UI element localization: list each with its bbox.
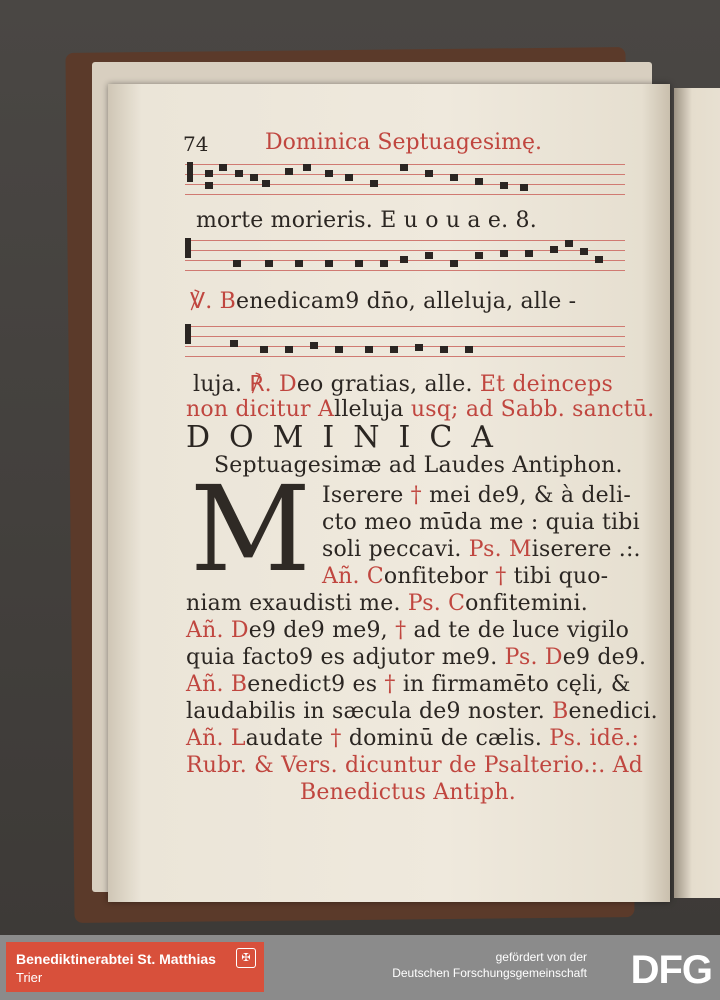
text-segment: Iserere: [322, 483, 411, 508]
facing-page: [674, 88, 720, 898]
text-segment: in firmamēto cęli, &: [402, 672, 631, 697]
text-segment: dominū de cælis.: [348, 726, 550, 751]
funding-line-2: Deutschen Forschungsgemeinschaft: [392, 966, 587, 980]
text-segment: audate: [245, 726, 331, 751]
body-line-4: [322, 564, 608, 589]
text-segment: morte morieris.: [196, 208, 381, 233]
body-line-8: [186, 672, 631, 697]
text-segment: tibi quo-: [513, 564, 609, 589]
running-head: Dominica Septuagesimę.: [265, 130, 543, 155]
text-segment: soli peccavi.: [322, 537, 469, 562]
institution-city: Trier: [16, 970, 43, 985]
section-subtitle: Septuagesimæ ad Laudes Antiphon.: [214, 453, 623, 478]
dfg-logo[interactable]: DFG: [630, 948, 712, 992]
text-segment: luja.: [193, 372, 250, 397]
body-line-3: [322, 537, 641, 562]
body-line-10: [186, 726, 639, 751]
text-segment: ℣.: [190, 289, 220, 314]
abbey-logo-icon: ✠: [236, 948, 256, 968]
text-segment: e9 de9 me9,: [248, 618, 396, 643]
body-line-2: [322, 510, 640, 535]
text-segment: laudabilis in sæcula de9 noster.: [186, 699, 553, 724]
text-segment: ℟.: [249, 372, 279, 397]
funding-line-1: gefördert von der: [495, 950, 587, 964]
drop-cap-initial: M: [190, 460, 311, 598]
text-segment: Añ. C: [322, 564, 384, 589]
text-segment: †: [384, 672, 403, 697]
text-segment: e9 de9.: [562, 645, 647, 670]
text-segment: E u o u a e. 8.: [380, 208, 537, 233]
text-segment: †: [330, 726, 349, 751]
text-segment: Ps. D: [504, 645, 563, 670]
text-segment: onfitemini.: [465, 591, 588, 616]
text-segment: B: [219, 289, 237, 314]
text-segment: Añ. B: [186, 672, 248, 697]
text-segment: non dicitur: [186, 397, 318, 422]
text-segment: Ps. C: [407, 591, 466, 616]
text-segment: quia facto9 es adjutor me9.: [186, 645, 505, 670]
text-segment: cto meo mūda me : quia tibi: [322, 510, 640, 535]
music-staff-3: [185, 318, 625, 368]
body-line-11: [186, 753, 643, 778]
text-segment: niam exaudisti me.: [186, 591, 408, 616]
body-line-9: [186, 699, 658, 724]
text-segment: usq; ad Sabb. sanctū.: [410, 397, 655, 422]
text-segment: iserere .:.: [531, 537, 641, 562]
text-segment: enedicam9 dn̄o, alleluja, alle -: [236, 289, 577, 314]
chant-line-3: [193, 372, 613, 397]
chant-line-4: [186, 397, 655, 422]
text-segment: Et deinceps: [479, 372, 613, 397]
text-segment: A: [317, 397, 335, 422]
text-segment: †: [410, 483, 430, 508]
chant-line-1: [196, 208, 537, 233]
text-segment: Añ. L: [186, 726, 246, 751]
section-title: DOMINICA: [186, 420, 512, 455]
text-segment: onfitebor: [383, 564, 496, 589]
body-line-12: [300, 780, 516, 805]
body-line-5: [186, 591, 588, 616]
music-staff-1: [185, 160, 625, 210]
text-segment: †: [495, 564, 514, 589]
text-segment: B: [552, 699, 569, 724]
institution-name: Benediktinerabtei St. Matthias: [16, 951, 216, 967]
text-segment: ad te de luce vigilo: [413, 618, 630, 643]
text-segment: †: [395, 618, 414, 643]
body-line-6: [186, 618, 629, 643]
body-line-7: [186, 645, 646, 670]
text-segment: D: [278, 372, 297, 397]
text-segment: Rubr. & Vers. dicuntur de Psalterio.:. Ad: [186, 753, 644, 778]
text-segment: enedict9 es: [247, 672, 385, 697]
text-segment: mei de9, & à deli-: [429, 483, 631, 508]
text-segment: Ps. M: [468, 537, 532, 562]
text-segment: Benedictus Antiph.: [300, 780, 516, 805]
institution-badge[interactable]: [6, 942, 264, 992]
text-segment: lleluja: [334, 397, 411, 422]
page-number: 74: [183, 132, 209, 156]
text-segment: Ps. idē.:: [549, 726, 640, 751]
text-segment: eo gratias, alle.: [296, 372, 480, 397]
text-segment: enedici.: [568, 699, 658, 724]
music-staff-2: [185, 234, 625, 284]
chant-line-2: [190, 289, 576, 314]
body-line-1: [322, 483, 631, 508]
text-segment: Añ. D: [186, 618, 249, 643]
